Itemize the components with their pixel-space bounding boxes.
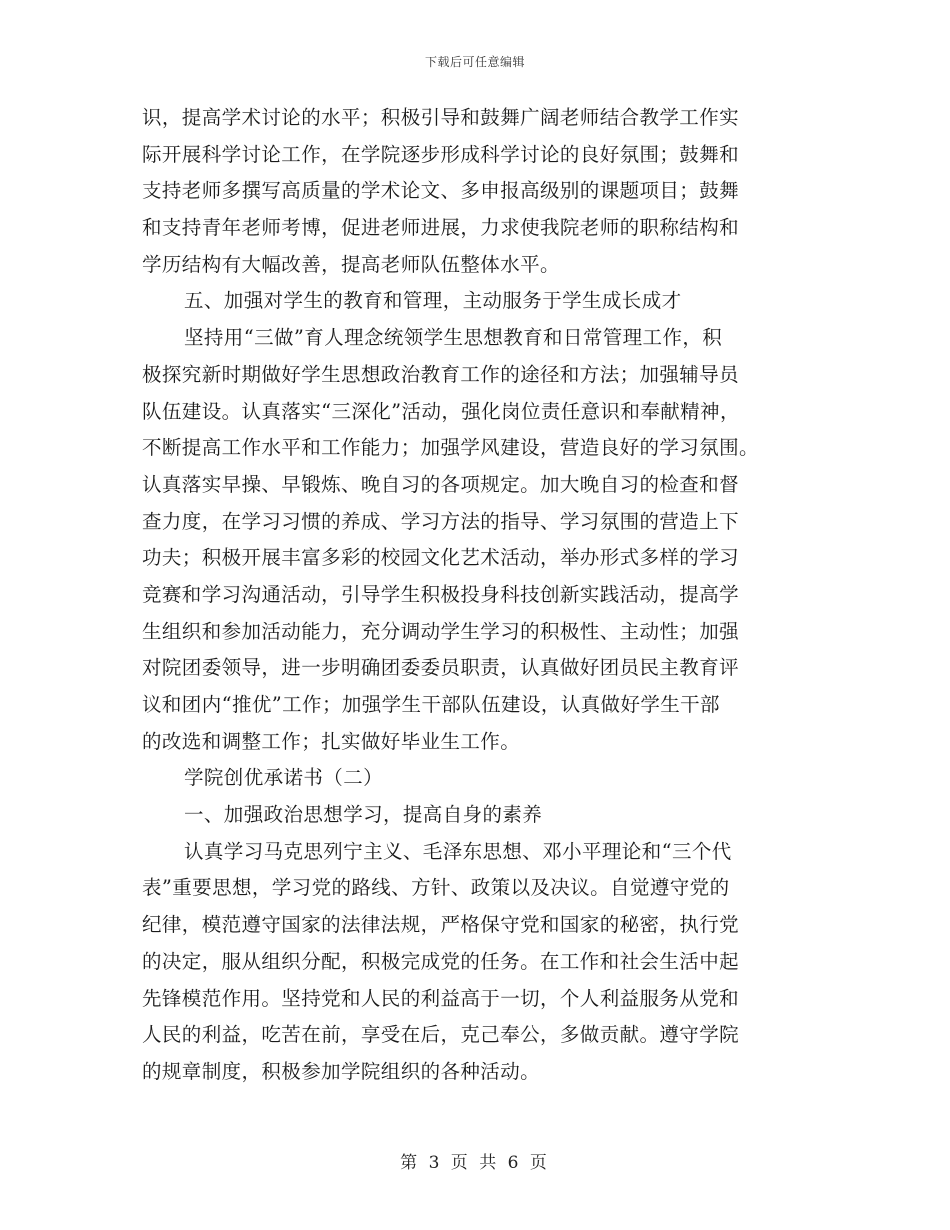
- text-line: 的规章制度，积极参加学院组织的各种活动。: [142, 1059, 541, 1083]
- document-title: 学院创优承诺书（二）: [184, 766, 384, 790]
- text-line: 先锋模范作用。坚持党和人民的利益高于一切，个人利益服务从党和: [142, 986, 740, 1010]
- text-line: 议和团内“推优”工作；加强学生干部队伍建设，认真做好学生干部: [142, 693, 720, 716]
- text-line: 功夫；积极开展丰富多彩的校园文化艺术活动，举办形式多样的学习: [142, 546, 740, 570]
- text-line: 的改选和调整工作；扎实做好毕业生工作。: [142, 729, 521, 753]
- text-line: 表”重要思想，学习党的路线、方针、政策以及决议。自觉遵守党的: [142, 876, 730, 900]
- text-line: 支持老师多撰写高质量的学术论文、多申报高级别的课题项目；鼓舞: [142, 179, 740, 203]
- paragraph-start: 坚持用“三做”育人理念统领学生思想教育和日常管理工作，积: [184, 326, 723, 350]
- text-line: 际开展科学讨论工作，在学院逐步形成科学讨论的良好氛围；鼓舞和: [142, 142, 740, 166]
- section-heading: 一、加强政治思想学习，提高自身的素养: [184, 803, 543, 827]
- document-body: [142, 100, 810, 1091]
- page-header: 下载后可任意编辑: [424, 55, 525, 69]
- section-heading: 五、加强对学生的教育和管理，主动服务于学生成长成才: [184, 289, 682, 313]
- text-line: 认真落实早操、早锻炼、晚自习的各项规定。加大晚自习的检查和督: [142, 472, 740, 496]
- text-line: 队伍建设。认真落实“三深化”活动，强化岗位责任意识和奉献精神，: [142, 399, 740, 423]
- text-line: 对院团委领导，进一步明确团委委员职责，认真做好团员民主教育评: [142, 656, 740, 680]
- text-line: 识，提高学术讨论的水平；积极引导和鼓舞广阔老师结合教学工作实: [142, 106, 740, 129]
- text-line: 的决定，服从组织分配，积极完成党的任务。在工作和社会生活中起: [142, 949, 740, 973]
- text-line: 学历结构有大幅改善，提高老师队伍整体水平。: [142, 252, 560, 276]
- text-line: 生组织和参加活动能力，充分调动学生学习的积极性、主动性；加强: [142, 619, 740, 643]
- text-line: 人民的利益，吃苦在前，享受在后，克己奉公，多做贡献。遵守学院: [142, 1023, 740, 1047]
- paragraph-start: 认真学习马克思列宁主义、毛泽东思想、邓小平理论和“三个代: [184, 839, 732, 863]
- text-line: 查力度，在学习习惯的养成、学习方法的指导、学习氛围的营造上下: [142, 509, 740, 533]
- text-line: 不断提高工作水平和工作能力；加强学风建设，营造良好的学习氛围。: [142, 436, 759, 460]
- text-line: 和支持青年老师考博，促进老师进展，力求使我院老师的职称结构和: [142, 216, 740, 240]
- text-line: 纪律，模范遵守国家的法律法规，严格保守党和国家的秘密，执行党: [142, 913, 740, 937]
- page-number: 第 3 页 共 6 页: [400, 1153, 550, 1173]
- text-line: 竞赛和学习沟通活动，引导学生积极投身科技创新实践活动，提高学: [142, 582, 740, 606]
- text-line: 极探究新时期做好学生思想政治教育工作的途径和方法；加强辅导员: [142, 362, 740, 386]
